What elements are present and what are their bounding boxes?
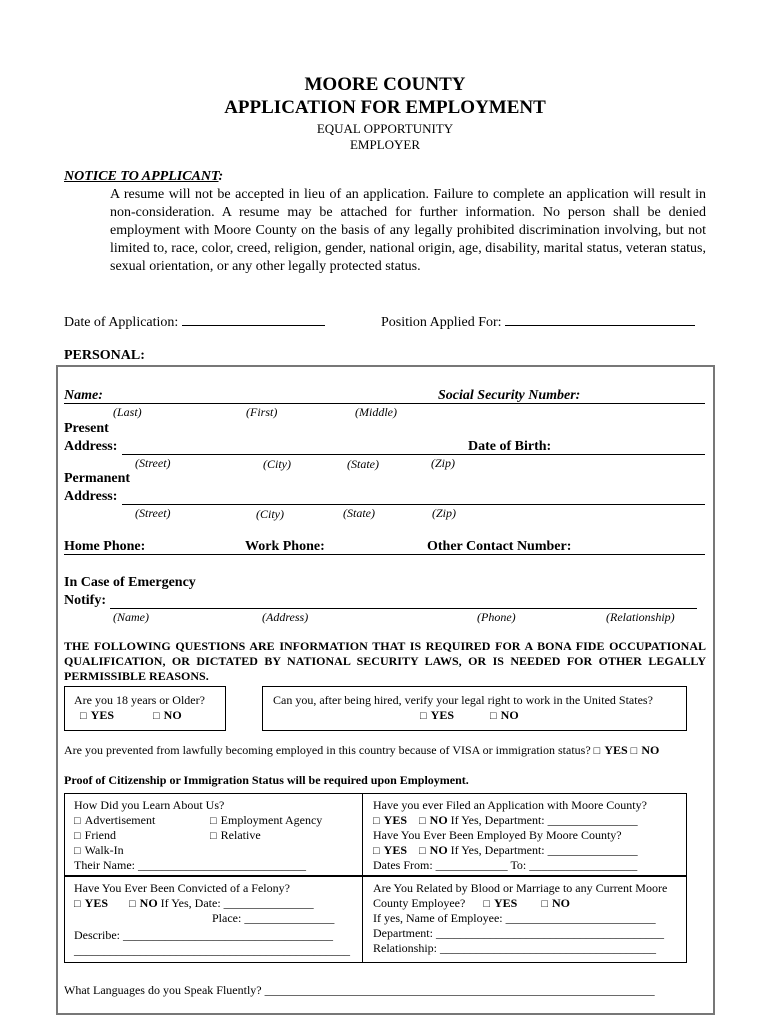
filed-yes-checkbox[interactable]: □ [373,815,380,827]
friend-label: Friend [84,828,116,842]
filed-no-checkbox[interactable]: □ [419,815,426,827]
proof-notice: Proof of Citizenship or Immigration Status will be required upon Employment. [64,773,469,787]
employed-row [373,843,638,858]
related-employee-name-field[interactable]: If yes, Name of Employee: _________________________ [373,911,656,925]
felony-date-field[interactable]: If Yes, Date: _______________ [160,896,314,910]
subtitle-line2: EMPLOYER [349,137,421,152]
phones-line[interactable] [64,554,705,555]
emergency-sub-name: (Name) [113,610,149,624]
emergency-sub-phone: (Phone) [477,610,516,624]
visa-no-label: NO [641,743,660,757]
perm-sub-street: (Street) [135,506,171,520]
notice-heading [64,169,223,185]
employed-no-checkbox[interactable]: □ [419,845,426,857]
felony-describe-line2[interactable]: ______________________________________________ [74,943,350,957]
verify-yes-label: YES [430,708,454,722]
related-yes-checkbox[interactable]: □ [483,898,490,910]
age-no-label: NO [163,708,182,722]
employed-title: Have You Ever Been Employed By Moore County? [373,828,622,842]
filed-row [373,813,638,828]
date-of-application-field[interactable] [64,313,325,331]
learn-cell [74,798,224,813]
ssn-label: Social Security Number: [438,388,581,403]
felony-title: Have You Ever Been Convicted of a Felony? [74,881,290,895]
date-of-application-line[interactable] [182,313,325,326]
related-no-label: NO [551,896,570,910]
visa-no-checkbox[interactable]: □ [630,745,638,757]
walkin-option[interactable] [74,843,124,858]
title-line2: APPLICATION FOR EMPLOYMENT [224,97,546,118]
felony-describe-field[interactable]: Describe: ___________________________________ [74,928,333,942]
relative-checkbox[interactable]: □ [210,830,217,842]
dob-label: Date of Birth: [468,439,552,454]
felony-row [74,896,314,911]
employment-agency-checkbox[interactable]: □ [210,815,217,827]
age-yes-option[interactable] [80,708,114,723]
addr-sub-street: (Street) [135,456,171,470]
notice-body: A resume will not be accepted in lieu of an application. Failure to complete an application will result in non-consideration. A resume may be attached for further information. No person shall be denied employment with Moore County on the basis of any legally prohibited discrimination involving, but not limited to, race, color, creed, religion, gender, national origin, age, disability, marital status, veteran status, sexual orientation, or any other legally protected status. [110,187,706,274]
walkin-label: Walk-In [84,843,124,857]
other-contact-label: Other Contact Number: [427,539,572,554]
addr-sub-city: (City) [263,457,291,471]
emergency-label-1: In Case of Emergency [64,575,196,590]
name-sub-first: (First) [246,405,278,419]
related-department-field[interactable]: Department: ______________________________________ [373,926,664,940]
advertisement-option[interactable] [74,813,155,828]
felony-no-label: NO [139,896,158,910]
related-title-2: County Employee? [373,896,466,910]
permanent-label-2: Address: [64,489,118,504]
felony-place-field[interactable]: Place: _______________ [212,911,335,925]
advertisement-label: Advertisement [84,813,156,827]
present-label-2: Address: [64,439,118,454]
emergency-sub-relationship: (Relationship) [606,610,675,624]
filed-yes-label: YES [383,813,407,827]
name-sub-middle: (Middle) [355,405,397,419]
personal-heading: PERSONAL: [64,348,145,363]
work-phone-label: Work Phone: [245,539,325,554]
subtitle-line1: EQUAL OPPORTUNITY [316,121,454,136]
felony-no-checkbox[interactable]: □ [129,898,136,910]
felony-yes-checkbox[interactable]: □ [74,898,81,910]
visa-yes-label: YES [604,743,628,757]
permanent-label-1: Permanent [64,471,131,486]
name-sub-last: (Last) [113,405,142,419]
filed-department-field[interactable]: If Yes, Department: _______________ [450,813,638,827]
employed-no-label: NO [429,843,448,857]
verify-no-checkbox[interactable]: □ [490,710,497,722]
verify-no-option[interactable] [490,708,519,723]
questions-heading: THE FOLLOWING QUESTIONS ARE INFORMATION THAT IS REQUIRED FOR A BONA FIDE OCCUPATIONAL QUALIFICATION, OR DICTATED BY NATIONAL SECURITY LAWS, OR IS NEEDED FOR OTHER LEGALLY PERMISSIBLE REASONS. [64,639,706,683]
learn-title: How Did you Learn About Us? [74,798,225,812]
friend-option[interactable] [74,828,116,843]
position-applied-line[interactable] [505,313,695,326]
related-row [373,896,570,911]
walkin-checkbox[interactable]: □ [74,845,81,857]
position-applied-field[interactable] [381,313,695,331]
languages-field[interactable]: What Languages do you Speak Fluently? _________________________________________________________________ [64,983,655,997]
age-question: Are you 18 years or Older? [74,693,205,707]
related-yes-label: YES [493,896,518,910]
date-of-application-label: Date of Application: [64,315,182,330]
visa-question-row [64,743,659,758]
felony-yes-label: YES [84,896,108,910]
advertisement-checkbox[interactable]: □ [74,815,81,827]
present-address-line[interactable] [122,454,705,455]
addr-sub-state: (State) [347,457,379,471]
name-label: Name: [64,388,103,403]
related-relationship-field[interactable]: Relationship: ____________________________________ [373,941,656,955]
present-label-1: Present [64,421,109,436]
perm-sub-zip: (Zip) [432,506,456,520]
emergency-sub-address: (Address) [262,610,309,624]
emergency-label-2: Notify: [64,593,106,608]
employment-agency-option[interactable] [210,813,322,828]
employed-department-field[interactable]: If Yes, Department: _______________ [450,843,638,857]
dates-field[interactable]: Dates From: ____________ To: __________________ [373,858,638,872]
visa-question: Are you prevented from lawfully becoming employed in this country because of VISA or immigration status? [64,743,591,757]
age-yes-checkbox[interactable]: □ [80,710,87,722]
visa-yes-checkbox[interactable]: □ [593,745,601,757]
employment-agency-label: Employment Agency [220,813,323,827]
emergency-line[interactable] [110,608,697,609]
permanent-address-line[interactable] [122,504,705,505]
verify-yes-option[interactable] [420,708,454,723]
related-title-1: Are You Related by Blood or Marriage to any Current Moore [373,881,668,895]
verify-no-label: NO [500,708,519,722]
their-name-field[interactable]: Their Name: ____________________________ [74,858,306,872]
name-line[interactable] [64,403,705,404]
addr-sub-zip: (Zip) [431,456,455,470]
age-yes-label: YES [90,708,114,722]
verify-yes-checkbox[interactable]: □ [420,710,427,722]
perm-sub-state: (State) [343,506,375,520]
perm-sub-city: (City) [256,507,284,521]
title-line1: MOORE COUNTY [304,74,466,95]
age-no-checkbox[interactable]: □ [153,710,160,722]
notice-heading-text: NOTICE TO APPLICANT [64,169,219,184]
home-phone-label: Home Phone: [64,539,146,554]
employed-yes-checkbox[interactable]: □ [373,845,380,857]
relative-option[interactable] [210,828,261,843]
verify-question: Can you, after being hired, verify your legal right to work in the United States? [273,693,653,707]
relative-label: Relative [220,828,261,842]
employed-yes-label: YES [383,843,407,857]
notice-colon: : [218,169,224,184]
related-no-checkbox[interactable]: □ [541,898,548,910]
filed-no-label: NO [429,813,448,827]
friend-checkbox[interactable]: □ [74,830,81,842]
position-applied-label: Position Applied For: [381,315,506,330]
age-no-option[interactable] [153,708,182,723]
filed-title: Have you ever Filed an Application with Moore County? [373,798,647,812]
